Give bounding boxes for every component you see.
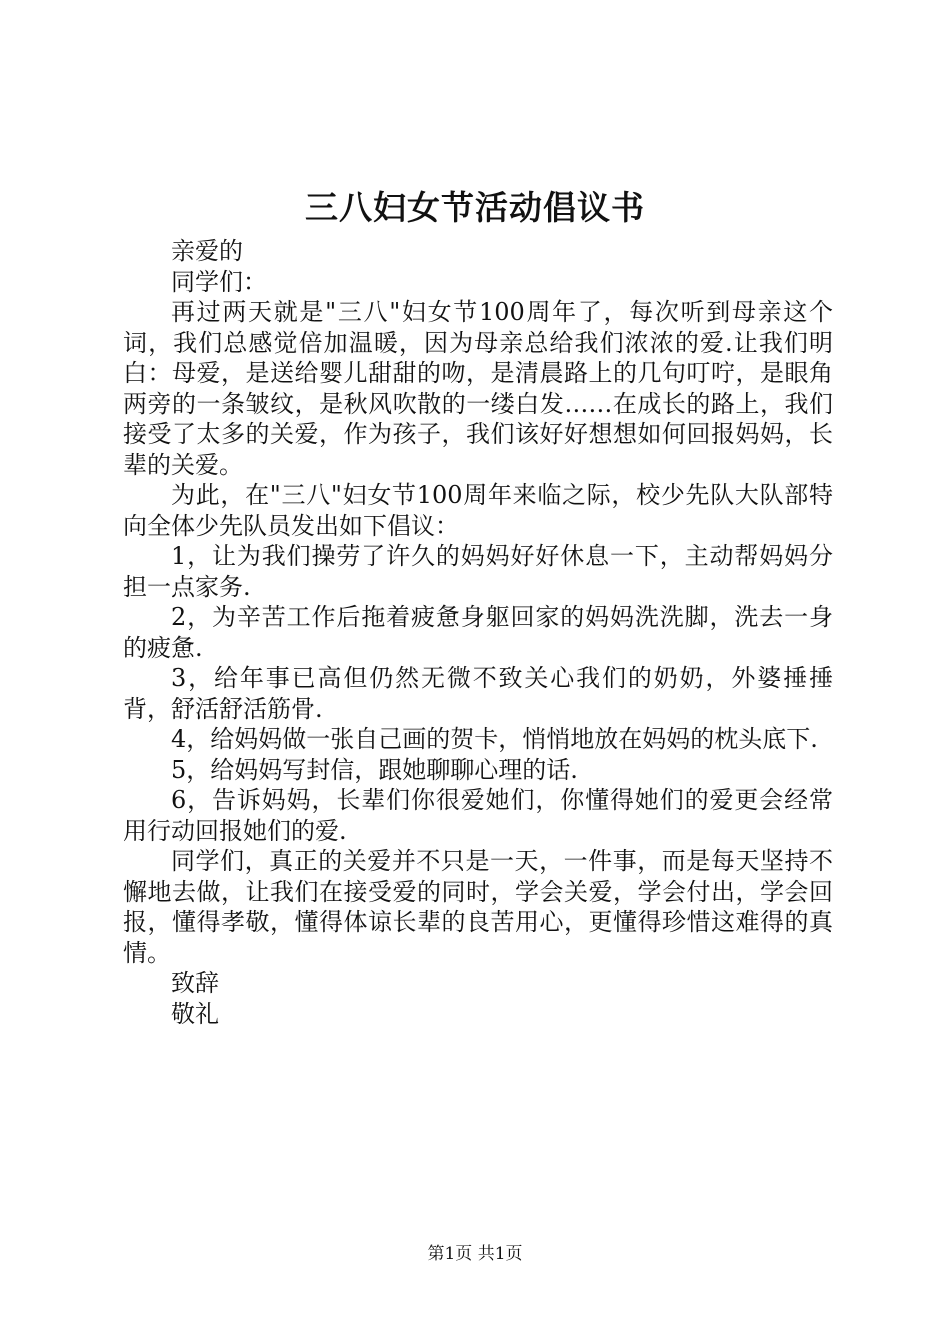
intro-paragraph: 再过两天就是"三八"妇女节100周年了，每次听到母亲这个词，我们总感觉倍加温暖，因为母亲总给我们浓浓的爱.让我们明白：母爱，是送给婴儿甜甜的吻，是清晨路上的几句叮咛，是眼角两旁的一条皱纹，是秋风吹散的一缕白发……在成长的路上，我们接受了太多的关爱，作为孩子，我们该好好想想如何回报妈妈，长辈的关爱。 — [123, 298, 833, 479]
closing-line-2: 敬礼 — [171, 999, 219, 1028]
proposal-item-4: 4，给妈妈做一张自己画的贺卡，悄悄地放在妈妈的枕头底下. — [171, 725, 818, 753]
page-footer: 第1页 共1页 — [427, 1244, 523, 1264]
salutation-line-1: 亲爱的 — [171, 237, 243, 265]
proposal-item-5: 5，给妈妈写封信，跟她聊聊心理的话. — [171, 755, 578, 784]
proposal-item-3: 3，给年事已高但仍然无微不致关心我们的奶奶，外婆捶捶背，舒活舒活筋骨. — [123, 664, 833, 723]
proposal-item-2: 2，为辛苦工作后拖着疲惫身躯回家的妈妈洗洗脚，洗去一身的疲惫. — [123, 603, 833, 662]
closing-line-1: 致辞 — [171, 969, 219, 997]
document-body — [123, 236, 833, 1029]
salutation-line-2: 同学们： — [171, 267, 267, 296]
proposal-item-6: 6，告诉妈妈，长辈们你很爱她们，你懂得她们的爱更会经常用行动回报她们的爱. — [123, 786, 833, 845]
proposal-paragraph: 为此，在"三八"妇女节100周年来临之际，校少先队大队部特向全体少先队员发出如下倡议： — [123, 481, 833, 540]
document-title: 三八妇女节活动倡议书 — [305, 188, 645, 227]
closing-paragraph: 同学们，真正的关爱并不只是一天，一件事，而是每天坚持不懈地去做，让我们在接受爱的同时，学会关爱，学会付出，学会回报，懂得孝敬，懂得体谅长辈的良苦用心，更懂得珍惜这难得的真情。 — [123, 847, 833, 967]
proposal-item-1: 1，让为我们操劳了许久的妈妈好好休息一下，主动帮妈妈分担一点家务. — [123, 542, 833, 601]
